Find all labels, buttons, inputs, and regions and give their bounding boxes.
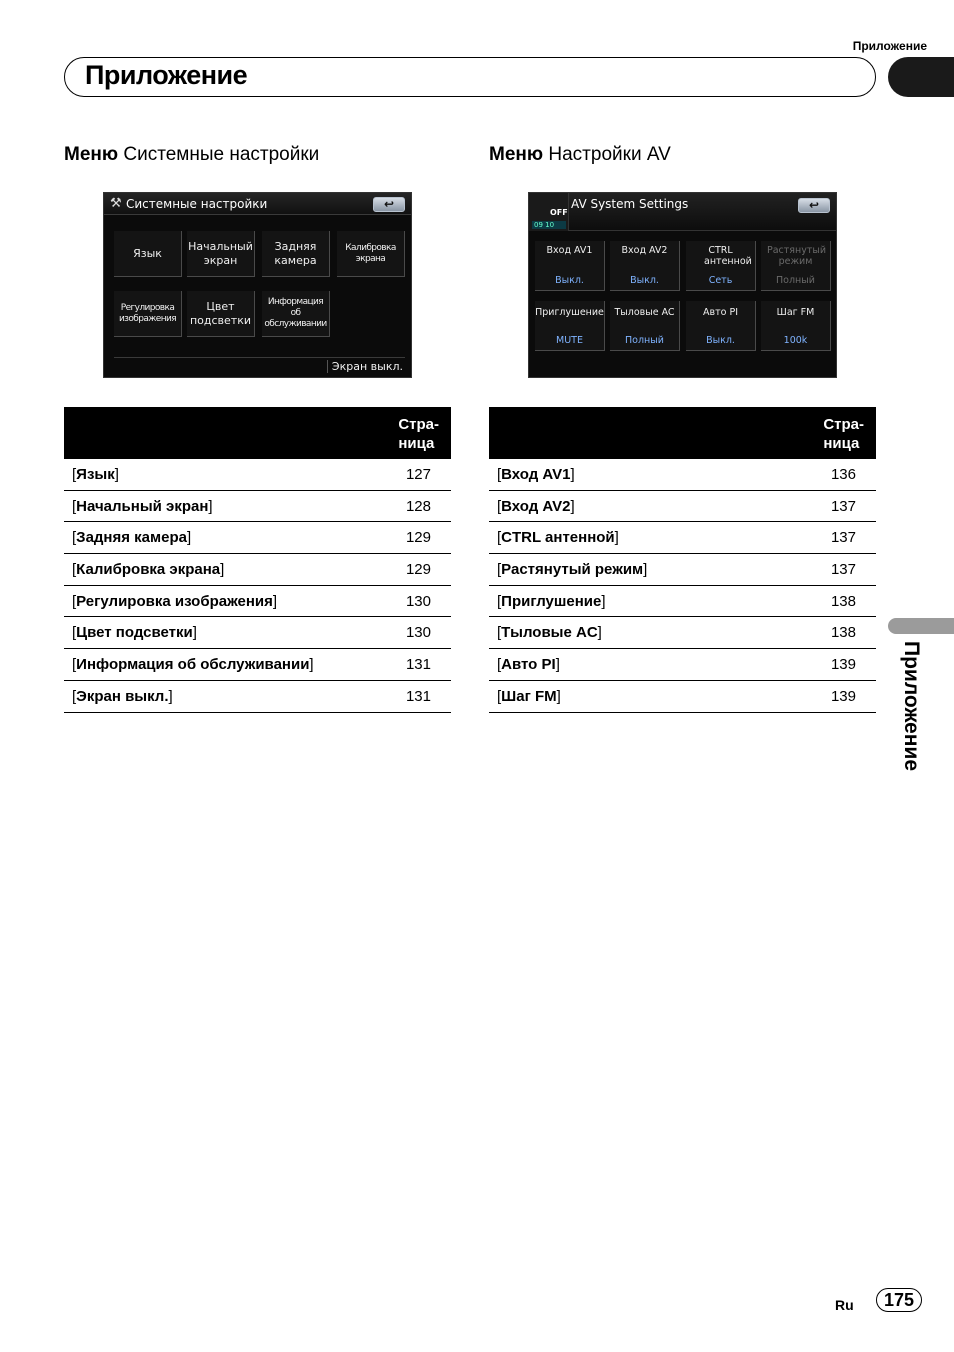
off-indicator: OFF (550, 208, 568, 217)
table-row: [Регулировка изображения] 130 (64, 586, 451, 618)
button-label: Шаг FM (776, 307, 815, 318)
row-page: 127 (405, 466, 431, 483)
row-page: 137 (830, 497, 856, 515)
button-av1-input[interactable] (535, 241, 605, 291)
row-page: 139 (830, 656, 856, 674)
button-label: Приглушение (535, 307, 604, 318)
table-row: [Растянутый режим] 137 (489, 554, 876, 586)
row-label: Цвет подсветки (76, 624, 193, 642)
button-antenna-ctrl[interactable] (686, 241, 756, 291)
table-row: [Цвет подсветки] 130 (64, 617, 451, 649)
row-page: 136 (830, 466, 856, 483)
row-page: 129 (405, 561, 431, 579)
av-source-box (529, 193, 569, 231)
button-wide-mode[interactable] (761, 241, 831, 291)
button-auto-pi[interactable] (686, 301, 756, 351)
row-label: Авто PI (501, 656, 556, 674)
button-fm-step[interactable] (761, 301, 831, 351)
button-label: Вход AV2 (621, 245, 668, 256)
row-label: CTRL антенной (501, 529, 615, 547)
row-page: 130 (405, 592, 431, 610)
button-label: Авто PI (703, 307, 738, 318)
table-row: [Вход AV2] 137 (489, 491, 876, 523)
row-label: Регулировка изображения (76, 592, 273, 610)
screen-titlebar (569, 193, 836, 231)
row-label: Калибровка экрана (76, 561, 221, 579)
row-label: Тыловые AC (501, 624, 598, 642)
level-meter: 09 10 (532, 221, 566, 229)
button-value: Полный (776, 275, 815, 286)
table-row: [Тыловые AC] 138 (489, 617, 876, 649)
screen-title: Системные настройки (126, 197, 268, 211)
row-label: Начальный экран (76, 497, 209, 515)
page-column-header: Стра- ница (398, 416, 439, 452)
table-row: [Информация об обслуживании] 131 (64, 649, 451, 681)
button-screen-calibration[interactable]: Калибровка экрана (337, 231, 405, 277)
button-value: Выкл. (706, 335, 735, 346)
button-value: Сеть (708, 275, 733, 286)
button-rear-speakers[interactable] (610, 301, 680, 351)
table-header (64, 407, 451, 459)
row-label: Вход AV1 (501, 466, 571, 483)
button-label: Тыловые AC (614, 307, 675, 318)
page-number: 175 (876, 1288, 922, 1312)
row-label: Задняя камера (76, 529, 187, 547)
button-value: Выкл. (555, 275, 584, 286)
row-page: 138 (830, 624, 856, 642)
button-rear-camera[interactable]: Задняя камера (262, 231, 330, 277)
table-row: [Калибровка экрана] 129 (64, 554, 451, 586)
screen-title: AV System Settings (571, 197, 689, 211)
row-page: 137 (830, 529, 856, 547)
row-page: 128 (405, 497, 431, 515)
screen-titlebar (104, 193, 411, 215)
button-value: MUTE (556, 335, 583, 346)
row-label: Вход AV2 (501, 497, 571, 515)
section-heading-av (489, 144, 671, 166)
button-service-info[interactable]: Информация об обслуживании (262, 291, 330, 337)
av-settings-table (489, 407, 876, 713)
button-value: Полный (625, 335, 664, 346)
side-tab-label (898, 641, 928, 791)
language-code: Ru (835, 1297, 854, 1313)
button-screen-off[interactable]: Экран выкл. (327, 360, 403, 373)
button-value: 100k (783, 335, 808, 346)
chapter-title: Приложение (85, 60, 248, 90)
side-tab-text: Приложение (900, 641, 923, 772)
button-image-adjust[interactable]: Регулировка изображения (114, 291, 182, 337)
button-label: Растянутый режим (767, 245, 827, 267)
table-row: [Авто PI] 139 (489, 649, 876, 681)
table-row: [Вход AV1] 136 (489, 459, 876, 491)
table-row: [Задняя камера] 129 (64, 522, 451, 554)
table-row: [CTRL антенной] 137 (489, 522, 876, 554)
heading-rest: Настройки AV (543, 144, 671, 165)
button-backlight-color[interactable]: Цвет подсветки (187, 291, 255, 337)
page-column-header: Стра- ница (823, 416, 864, 452)
heading-bold: Меню (489, 144, 544, 165)
row-page: 139 (830, 687, 856, 705)
divider (114, 357, 405, 358)
table-row: [Начальный экран] 128 (64, 491, 451, 523)
row-page: 130 (405, 624, 431, 642)
button-label: CTRL антенной (704, 245, 752, 267)
back-button[interactable]: ↩ (798, 198, 830, 213)
button-value: Выкл. (630, 275, 659, 286)
button-av2-input[interactable] (610, 241, 680, 291)
button-label: Вход AV1 (546, 245, 593, 256)
tools-icon: ⚒ (110, 196, 122, 211)
row-label: Приглушение (501, 592, 602, 610)
button-language[interactable]: Язык (114, 231, 182, 277)
system-settings-screen (103, 192, 412, 378)
system-settings-table (64, 407, 451, 713)
table-row: [Язык] 127 (64, 459, 451, 491)
table-row: [Шаг FM] 139 (489, 681, 876, 713)
table-header (489, 407, 876, 459)
row-page: 131 (405, 656, 431, 674)
row-label: Шаг FM (501, 687, 557, 705)
row-page: 138 (830, 592, 856, 610)
row-page: 137 (830, 561, 856, 579)
back-button[interactable]: ↩ (373, 197, 405, 212)
button-start-screen[interactable]: Начальный экран (187, 231, 255, 277)
chapter-title-bar (64, 57, 876, 97)
av-settings-screen (528, 192, 837, 378)
row-label: Информация об обслуживании (76, 656, 310, 674)
heading-bold: Меню (64, 144, 119, 165)
table-row: [Экран выкл.] 131 (64, 681, 451, 713)
side-tab-marker (888, 618, 954, 634)
running-head: Приложение (852, 39, 927, 53)
row-label: Экран выкл. (76, 687, 169, 705)
section-heading-system (64, 144, 319, 166)
row-label: Язык (76, 466, 115, 483)
button-mute[interactable] (535, 301, 605, 351)
row-page: 129 (405, 529, 431, 547)
row-page: 131 (405, 687, 431, 705)
chapter-tab (888, 57, 954, 97)
row-label: Растянутый режим (501, 561, 644, 579)
heading-rest: Системные настройки (118, 144, 320, 165)
table-row: [Приглушение] 138 (489, 586, 876, 618)
